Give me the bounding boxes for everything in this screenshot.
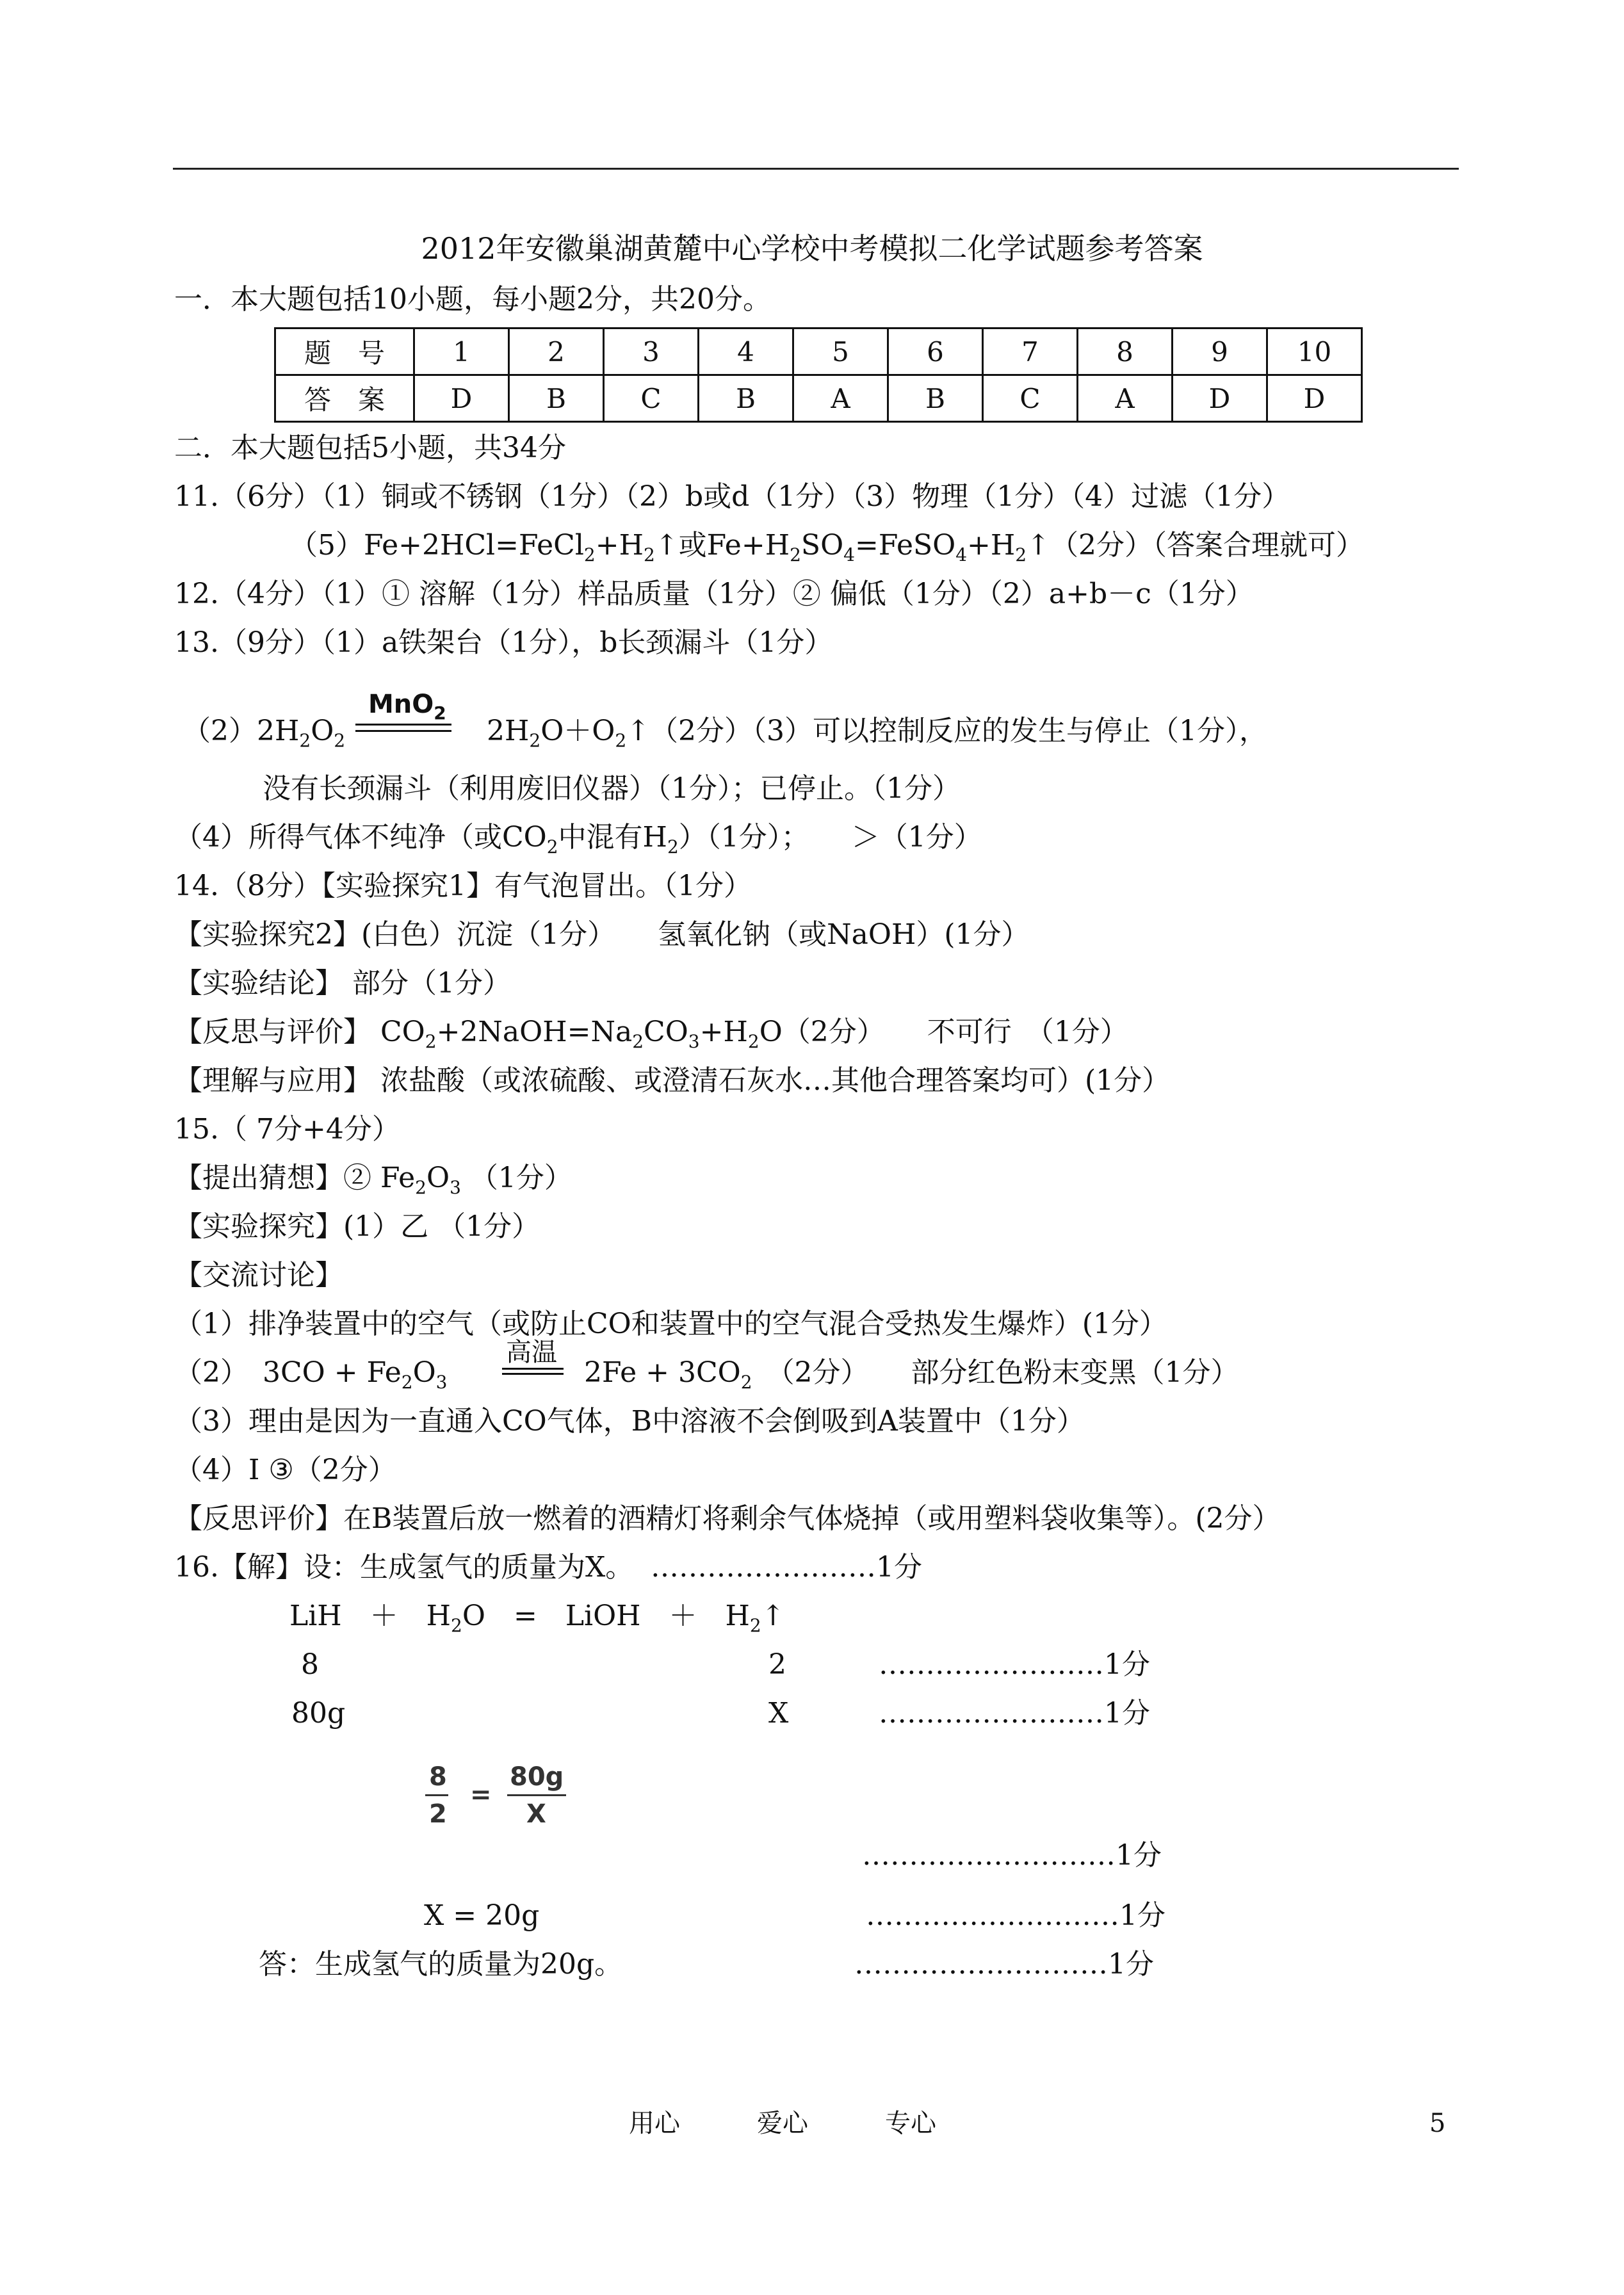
q14-line4 — [174, 1013, 1128, 1051]
subscript: 2 — [546, 836, 558, 857]
text: ）（1分）； ＞（1分） — [678, 821, 982, 854]
table-header-cell: 答 案 — [275, 375, 414, 422]
subscript: 2 — [529, 730, 541, 751]
subscript: 2 — [667, 836, 679, 857]
q15-line9: 【反思评价】在B装置后放一燃着的酒精灯将剩余气体烧掉（或用塑料袋收集等）。(2分） — [174, 1502, 1281, 1535]
table-cell: D — [1267, 375, 1362, 422]
catalyst-label — [368, 690, 446, 724]
text: （1分） — [460, 1162, 572, 1194]
q14-line1: 14.（8分）【实验探究1】有气泡冒出。（1分） — [174, 870, 752, 902]
q15-line8: （4）Ⅰ ③（2分） — [174, 1454, 396, 1486]
table-cell: 1 — [414, 328, 509, 375]
page-title: 2012年安徽巢湖黄麓中心学校中考模拟二化学试题参考答案 — [421, 231, 1203, 266]
q12-line1: 12.（4分）（1）① 溶解（1分）样品质量（1分）② 偏低（1分）（2）a+b－c（1分） — [174, 578, 1254, 610]
text: O = LiOH ＋ H — [462, 1600, 750, 1632]
footer-text-1: 用心 — [629, 2109, 680, 2138]
table-cell: B — [509, 375, 604, 422]
subscript: 2 — [1015, 544, 1027, 565]
text: LiH ＋ H — [289, 1600, 451, 1632]
q15-line6-left — [174, 1354, 447, 1392]
text: ↑或Fe+H — [654, 529, 790, 562]
fraction-bar — [507, 1794, 566, 1796]
table-cell: 8 — [1078, 328, 1173, 375]
q15-line3: 【实验探究】(1）乙 （1分） — [174, 1210, 540, 1243]
text: ↑ — [761, 1600, 785, 1632]
subscript: 2 — [615, 730, 627, 751]
q15-line7: （3）理由是因为一直通入CO气体，B中溶液不会倒吸到A装置中（1分） — [174, 1405, 1085, 1438]
q15-line1: 15.（ 7分+4分） — [174, 1113, 400, 1146]
q16-ratio-right-1: 2 — [768, 1648, 786, 1681]
q11-line1: 11.（6分）（1）铜或不锈钢（1分）（2）b或d（1分）（3）物理（1分）（4）过滤（1分） — [174, 480, 1290, 513]
table-cell: A — [1078, 375, 1173, 422]
fraction-denominator: X — [526, 1799, 546, 1829]
condition-arrow — [502, 1338, 572, 1379]
text: MnO — [368, 690, 434, 719]
q13-equation-right — [487, 712, 1267, 750]
answer-table — [274, 327, 1363, 423]
subscript: 2 — [415, 1177, 426, 1198]
q13-line4 — [174, 818, 982, 857]
q16-score-6: ………………………1分 — [854, 1948, 1154, 1981]
arrow-line-upper — [355, 724, 451, 726]
catalyst-arrow — [355, 690, 458, 735]
text: O — [311, 715, 334, 747]
q16-ratio-left-1: 8 — [301, 1648, 319, 1681]
text: 【提出猜想】② Fe — [174, 1162, 416, 1194]
text: （2分） 部分红色粉末变黑（1分） — [780, 1356, 1239, 1389]
text: +H — [595, 529, 644, 562]
subscript: 2 — [583, 544, 596, 565]
fraction-equals: = — [470, 1780, 492, 1810]
subscript: 2 — [747, 1031, 759, 1052]
q16-score-4: ………………………1分 — [862, 1839, 1162, 1872]
text: 2H — [487, 715, 530, 747]
table-cell: 5 — [793, 328, 888, 375]
text: ↑（2分）（答案合理就可） — [1027, 529, 1364, 562]
q16-answer: 答：生成氢气的质量为20g。 — [259, 1948, 623, 1981]
fraction-bar — [425, 1794, 448, 1796]
subscript: 2 — [643, 544, 655, 565]
q16-ratio-right-2: X — [768, 1697, 789, 1730]
table-cell: 7 — [983, 328, 1078, 375]
subscript: 2 — [425, 1031, 437, 1052]
subscript: 4 — [843, 544, 855, 565]
table-row — [275, 375, 1362, 422]
table-cell: D — [414, 375, 509, 422]
text: +H — [967, 529, 1016, 562]
q14-line2: 【实验探究2】(白色）沉淀（1分） 氢氧化钠（或NaOH）(1分） — [174, 918, 1030, 951]
table-cell: 3 — [604, 328, 699, 375]
page-number: 5 — [1429, 2109, 1446, 2138]
arrow-line-upper — [502, 1368, 564, 1370]
text: （4）所得气体不纯净（或CO — [174, 821, 547, 854]
text: O＋O — [540, 715, 615, 747]
section1-heading: 一．本大题包括10小题，每小题2分，共20分。 — [174, 283, 771, 316]
footer-text-3: 专心 — [885, 2109, 936, 2138]
text: 【反思与评价】 CO — [174, 1016, 425, 1048]
header-rule — [173, 168, 1459, 170]
subscript: 4 — [955, 544, 968, 565]
q16-result: X = 20g — [424, 1899, 540, 1932]
table-cell: C — [983, 375, 1078, 422]
subscript: 3 — [450, 1177, 461, 1198]
fraction-numerator: 8 — [429, 1762, 447, 1792]
text: 中混有H — [558, 821, 667, 854]
text: （2）2H — [183, 715, 300, 747]
subscript: 2 — [299, 730, 311, 751]
q15-line2 — [174, 1159, 572, 1197]
q16-score-5: ………………………1分 — [866, 1899, 1165, 1932]
table-cell: 4 — [699, 328, 793, 375]
table-header-cell: 题 号 — [275, 328, 414, 375]
q14-line3: 【实验结论】 部分（1分） — [174, 967, 511, 1000]
table-cell: 9 — [1173, 328, 1267, 375]
q13-line3: 没有长颈漏斗（利用废旧仪器）（1分）；已停止。（1分） — [263, 772, 961, 805]
table-row — [275, 328, 1362, 375]
table-cell: D — [1173, 375, 1267, 422]
q15-line4: 【交流讨论】 — [174, 1259, 343, 1292]
subscript: 2 — [632, 1031, 644, 1052]
arrow-line-lower — [502, 1373, 564, 1375]
table-cell: B — [888, 375, 983, 422]
text: O（2分） 不可行 （1分） — [759, 1016, 1128, 1048]
q16-score-2: ……………………1分 — [879, 1648, 1150, 1681]
q14-line5: 【理解与应用】 浓盐酸（或浓硫酸、或澄清石灰水…其他合理答案均可）(1分） — [174, 1064, 1171, 1097]
subscript: 2 — [451, 1615, 462, 1636]
q13-equation-left — [183, 712, 345, 750]
text: CO — [644, 1016, 688, 1048]
subscript: 2 — [749, 1615, 761, 1636]
table-cell: C — [604, 375, 699, 422]
text: 2Fe + 3CO — [584, 1356, 741, 1389]
footer-text-2: 爱心 — [757, 2109, 808, 2138]
proportion-fraction — [425, 1762, 592, 1858]
q16-score-1: ……………………1分 — [651, 1551, 922, 1584]
arrow-line-lower — [355, 730, 451, 732]
text: ↑（2分）（3）可以控制反应的发生与停止（1分）， — [626, 715, 1268, 747]
q16-ratio-left-2: 80g — [291, 1697, 346, 1730]
subscript: 2 — [434, 702, 446, 724]
q13-line1: 13.（9分）（1）a铁架台（1分），b长颈漏斗（1分） — [174, 626, 833, 659]
text: +2NaOH=Na — [436, 1016, 633, 1048]
condition-label: 高温 — [506, 1338, 557, 1367]
table-cell: 10 — [1267, 328, 1362, 375]
q15-line6-right — [584, 1354, 1239, 1392]
fraction-denominator: 2 — [429, 1799, 447, 1829]
text: （2） 3CO + Fe — [174, 1356, 402, 1389]
table-cell: 2 — [509, 328, 604, 375]
subscript: 2 — [790, 544, 801, 565]
section2-heading: 二．本大题包括5小题，共34分 — [174, 432, 566, 464]
text: O — [426, 1162, 450, 1194]
fraction-numerator: 80g — [510, 1762, 564, 1792]
subscript: 3 — [688, 1031, 700, 1052]
table-cell: B — [699, 375, 793, 422]
q11-line2 — [289, 526, 1364, 565]
subscript: 2 — [740, 1372, 752, 1393]
q16-line1: 16.【解】设：生成氢气的质量为X。 — [174, 1551, 634, 1584]
q15-line5: （1）排净装置中的空气（或防止CO和装置中的空气混合受热发生爆炸）(1分） — [174, 1308, 1167, 1340]
subscript: 2 — [334, 730, 346, 751]
table-cell: A — [793, 375, 888, 422]
q16-equation — [289, 1597, 785, 1635]
q16-score-3: ……………………1分 — [879, 1697, 1150, 1730]
text: O — [412, 1356, 436, 1389]
table-cell: 6 — [888, 328, 983, 375]
text: SO — [800, 529, 844, 562]
subscript: 3 — [435, 1372, 448, 1393]
text: （5）Fe+2HCl=FeCl — [289, 529, 584, 562]
subscript: 2 — [401, 1372, 413, 1393]
text: =FeSO — [854, 529, 956, 562]
text: +H — [699, 1016, 748, 1048]
